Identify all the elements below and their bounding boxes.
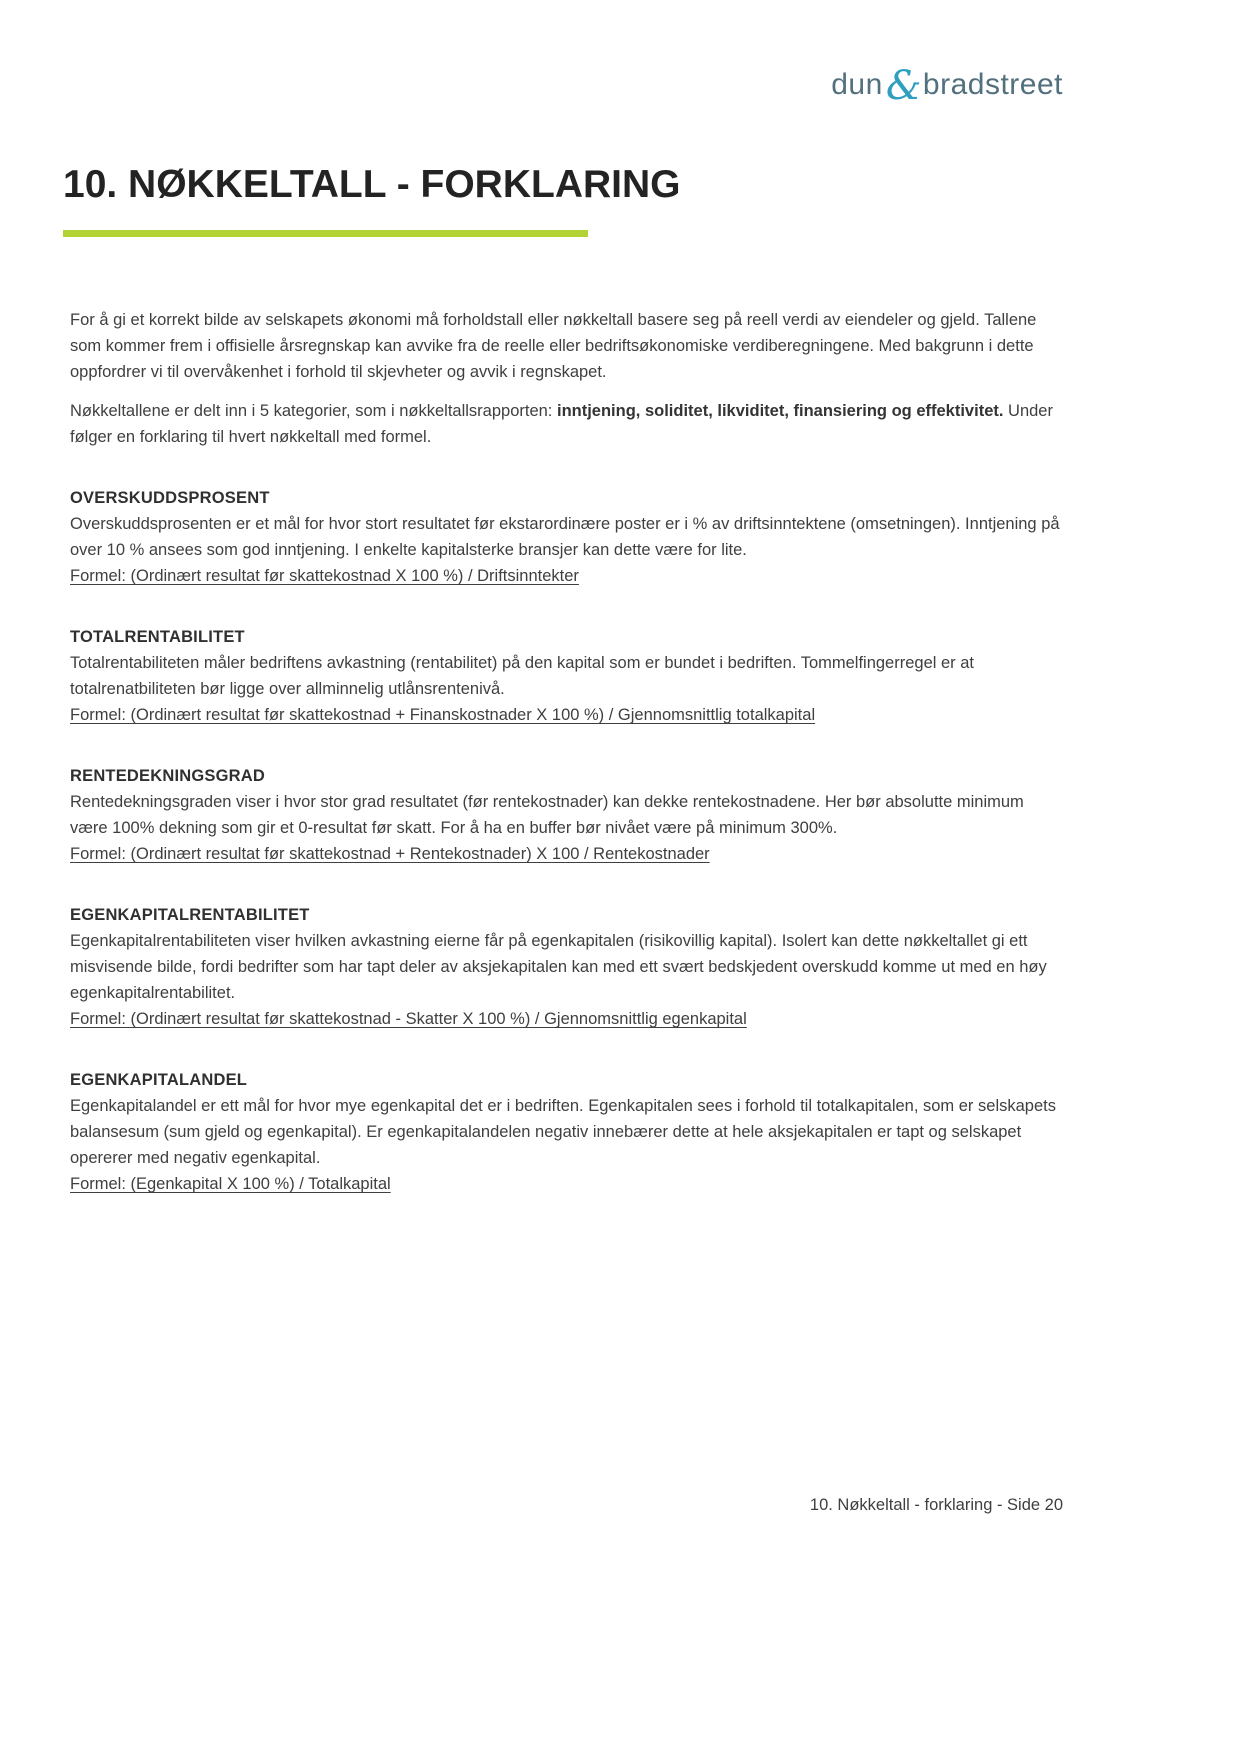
section-formula: Formel: (Ordinært resultat før skattekostnad X 100 %) / Driftsinntekter (70, 567, 579, 585)
section-body: Egenkapitalandel er ett mål for hvor mye egenkapital det er i bedriften. Egenkapitalen sees i forhold til totalkapitalen, som er selskapets balansesum (sum gjeld og egenkapital). Er egenkapitalandelen negativ innebærer dette at hele aksjekapitalen er tapt og selskapet opererer med negativ egenkapital. (70, 1097, 1056, 1167)
intro-paragraph-1: For å gi et korrekt bilde av selskapets økonomi må forholdstall eller nøkkeltall basere seg på reell verdi av eiendeler og gjeld. Tallene som kommer frem i offisielle årsregnskap kan avvike fra de reelle eller bedriftsøkonomiske verdiberegningene. Med bakgrunn i dette oppfordrer vi til overvåkenhet i forhold til skjevheter og avvik i regnskapet. (70, 311, 1037, 381)
section-body: Totalrentabiliteten måler bedriftens avkastning (rentabilitet) på den kapital som er bundet i bedriften. Tommelfingerregel er at totalrenatbiliteten bør ligge over allminnelig utlånsrentenivå. (70, 654, 975, 698)
section-formula: Formel: (Egenkapital X 100 %) / Totalkapital (70, 1175, 391, 1193)
page-title: 10. NØKKELTALL - FORKLARING (63, 163, 681, 206)
dun-bradstreet-logo (831, 63, 1063, 109)
page-footer: 10. Nøkkeltall - forklaring - Side 20 (809, 1496, 1063, 1514)
intro-paragraph-2 (70, 398, 1065, 450)
section-rentedekningsgrad (70, 764, 1065, 867)
section-formula: Formel: (Ordinært resultat før skattekostnad - Skatter X 100 %) / Gjennomsnittlig egenkapital (70, 1010, 747, 1028)
section-body: Egenkapitalrentabiliteten viser hvilken avkastning eierne får på egenkapitalen (risikovillig kapital). Isolert kan dette nøkkeltallet gi ett misvisende bilde, fordi bedrifter som har tapt deler av aksjekapitalen kan med ett svært bedskjedent overskudd komme ut med en høy egenkapitalrentabilitet. (70, 932, 1047, 1002)
section-heading: TOTALRENTABILITET (70, 628, 245, 646)
logo-ampersand-icon: & (885, 63, 922, 109)
section-formula: Formel: (Ordinært resultat før skattekostnad + Finanskostnader X 100 %) / Gjennomsnittlig totalkapital (70, 706, 816, 724)
section-egenkapitalandel (70, 1068, 1065, 1197)
intro-paragraph-2-start: Nøkkeltallene er delt inn i 5 kategorier, som i nøkkeltallsrapporten: (70, 402, 557, 420)
content-column (63, 162, 1065, 1197)
section-formula: Formel: (Ordinært resultat før skattekostnad + Rentekostnader) X 100 / Rentekostnader (70, 845, 710, 863)
title-accent-bar (63, 230, 588, 237)
section-body: Rentedekningsgraden viser i hvor stor grad resultatet (før rentekostnader) kan dekke rentekostnadene. Her bør absolutte minimum være 100% dekning som gir et 0-resultat før skatt. For å ha en buffer bør nivået være på minimum 300%. (70, 793, 1024, 837)
section-overskuddsprosent (70, 486, 1065, 589)
section-heading: EGENKAPITALRENTABILITET (70, 906, 310, 924)
section-heading: RENTEDEKNINGSGRAD (70, 767, 265, 785)
logo-text-dun: dun (831, 68, 883, 101)
section-heading: EGENKAPITALANDEL (70, 1071, 248, 1089)
body-text-column (63, 307, 1065, 1197)
section-body: Overskuddsprosenten er et mål for hvor stort resultatet før ekstarordinære poster er i % av driftsinntektene (omsetningen). Inntjening på over 10 % ansees som god inntjening. I enkelte kapitalsterke bransjer kan dette være for lite. (70, 515, 1060, 559)
section-heading: OVERSKUDDSPROSENT (70, 489, 270, 507)
intro-paragraph-2-end: Under følger en forklaring til hvert nøkkeltall med formel. (70, 402, 1053, 446)
logo-text-bradstreet: bradstreet (922, 68, 1063, 101)
section-totalrentabilitet (70, 625, 1065, 728)
section-egenkapitalrentabilitet (70, 903, 1065, 1032)
intro-paragraph-2-categories: inntjening, soliditet, likviditet, finansiering og effektivitet. (556, 402, 1004, 420)
